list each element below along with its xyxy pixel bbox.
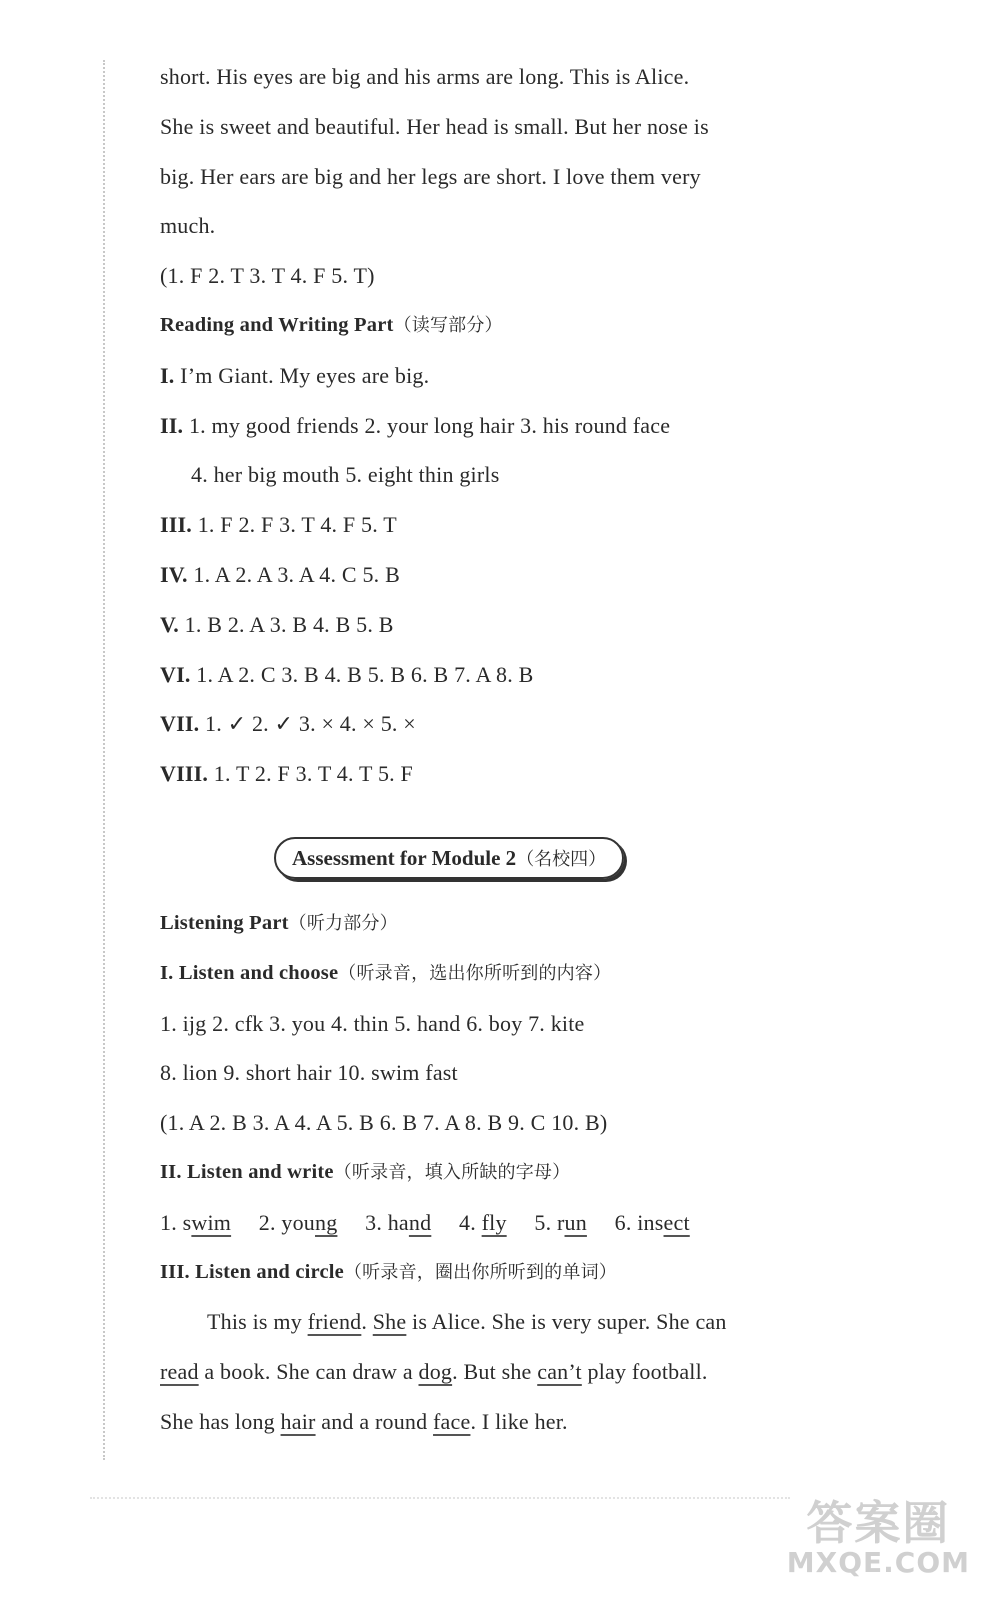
listening-heading: [160, 899, 800, 949]
scan-artifact-line: [90, 1497, 790, 1499]
section-title-cn: （听录音，圈出你所听到的单词）: [343, 1261, 617, 1283]
answer-text: 1. ✓ 2. ✓ 3. × 4. × 5. ×: [205, 711, 416, 737]
section-number: IV.: [160, 561, 188, 587]
section-title-en: II. Listen and write: [160, 1160, 334, 1183]
answer-line: [160, 650, 800, 700]
passage-line: short. His eyes are big and his arms are long. This is Alice.: [160, 64, 690, 89]
answer-line: (1. A 2. B 3. A 4. A 5. B 6. B 7. A 8. B 9. C 10. B): [160, 1110, 608, 1136]
answer-text: 1. my good friends 2. your long hair 3. his round face: [188, 412, 671, 438]
section-number: V.: [160, 611, 179, 637]
fill-in-answers: [160, 1198, 800, 1248]
section-number: VI.: [160, 661, 191, 687]
module-title-area: [160, 799, 800, 899]
filled-letters: ng: [315, 1209, 338, 1235]
answer-line: [160, 749, 800, 799]
underlined-word: hair: [280, 1408, 316, 1434]
underlined-word: read: [160, 1359, 199, 1385]
module-title-en: Assessment for Module 2: [292, 845, 517, 870]
answer-line: 8. lion 9. short hair 10. swim fast: [160, 1060, 458, 1086]
circle-passage-line: [160, 1347, 800, 1397]
section-title: [160, 949, 800, 999]
passage-text: and a round: [315, 1408, 434, 1434]
heading-cn: （读写部分）: [393, 314, 503, 336]
section-title: [160, 1248, 800, 1298]
section-title-cn: （听录音，选出你所听到的内容）: [338, 962, 612, 984]
answer-line: [160, 550, 800, 600]
underlined-word: She: [372, 1309, 407, 1335]
answer-line: [160, 401, 800, 451]
watermark-url: MXQE.COM: [786, 1546, 970, 1579]
answer-line: [160, 500, 800, 550]
circle-passage-line: [160, 1297, 800, 1347]
section-title-en: III. Listen and circle: [160, 1260, 344, 1283]
section-title: [160, 1148, 800, 1198]
underlined-word: friend: [307, 1309, 362, 1335]
passage-answers: (1. F 2. T 3. T 4. F 5. T): [160, 263, 375, 289]
answer-text: 1. B 2. A 3. B 4. B 5. B: [184, 611, 394, 637]
answer-text: I’m Giant. My eyes are big.: [180, 362, 430, 388]
item-number: 4.: [459, 1209, 476, 1235]
word-part: ins: [637, 1209, 664, 1235]
filled-letters: wim: [191, 1209, 232, 1235]
filled-letters: fly: [481, 1209, 507, 1235]
answer-text: 1. T 2. F 3. T 4. T 5. F: [213, 761, 413, 787]
passage-text: .: [361, 1309, 373, 1335]
answer-line-continued: 4. her big mouth 5. eight thin girls: [191, 462, 500, 488]
fill-item: [534, 1210, 587, 1235]
answer-text: 1. A 2. C 3. B 4. B 5. B 6. B 7. A 8. B: [196, 661, 534, 687]
page-content: [160, 52, 800, 1447]
item-number: 5.: [534, 1209, 552, 1235]
item-number: 6.: [614, 1209, 632, 1235]
passage-text: is Alice. She is very super. She can: [406, 1309, 727, 1335]
module-title-cn: （名校四）: [516, 848, 607, 870]
item-number: 1.: [160, 1209, 177, 1235]
passage-text: play football.: [581, 1359, 708, 1385]
section-title-en: I. Listen and choose: [160, 961, 339, 984]
page-margin-line: [103, 60, 105, 1460]
fill-item: [365, 1210, 431, 1235]
passage-line: She is sweet and beautiful. Her head is small. But her nose is: [160, 113, 709, 139]
passage-text: a book. She can draw a: [198, 1359, 419, 1385]
answer-line: [160, 600, 800, 650]
heading-en: Reading and Writing Part: [160, 313, 394, 336]
section-number: VII.: [160, 711, 200, 737]
word-part: s: [182, 1209, 192, 1235]
fill-item: [615, 1210, 690, 1235]
filled-letters: un: [564, 1209, 587, 1235]
answer-line: [160, 699, 800, 749]
heading-en: Listening Part: [160, 911, 289, 934]
answer-line: 1. ijg 2. cfk 3. you 4. thin 5. hand 6. boy 7. kite: [160, 1010, 585, 1036]
word-part: r: [556, 1209, 565, 1235]
passage-text: . But she: [452, 1359, 538, 1385]
fill-item: [459, 1210, 507, 1235]
word-part: you: [281, 1209, 316, 1235]
fill-item: [160, 1210, 231, 1235]
answer-line: [160, 351, 800, 401]
section-number: II.: [160, 412, 184, 438]
circle-passage-line: [160, 1397, 800, 1447]
section-number: III.: [160, 512, 192, 538]
passage-line: much.: [160, 213, 216, 239]
underlined-word: dog: [418, 1359, 453, 1385]
answer-text: 1. F 2. F 3. T 4. F 5. T: [197, 512, 397, 538]
answer-text: 1. A 2. A 3. A 4. C 5. B: [193, 561, 400, 587]
filled-letters: ect: [663, 1209, 690, 1235]
reading-writing-heading: [160, 301, 800, 351]
watermark: [787, 1498, 970, 1578]
item-number: 2.: [258, 1209, 276, 1235]
module-title-badge: [274, 837, 624, 879]
section-title-cn: （听录音，填入所缺的字母）: [333, 1161, 571, 1183]
item-number: 3.: [365, 1209, 383, 1235]
filled-letters: nd: [408, 1209, 432, 1235]
underlined-word: face: [433, 1408, 471, 1434]
watermark-logo: 答案圈: [806, 1496, 951, 1550]
passage-text: This is my: [207, 1309, 308, 1335]
passage-text: She has long: [160, 1408, 281, 1434]
fill-item: [259, 1210, 338, 1235]
section-number: I.: [160, 362, 175, 388]
passage-text: . I like her.: [470, 1408, 568, 1434]
section-number: VIII.: [160, 761, 209, 787]
heading-cn: （听力部分）: [288, 912, 398, 934]
word-part: ha: [387, 1209, 409, 1235]
passage-line: big. Her ears are big and her legs are short. I love them very: [160, 163, 701, 189]
underlined-word: can’t: [537, 1359, 582, 1385]
